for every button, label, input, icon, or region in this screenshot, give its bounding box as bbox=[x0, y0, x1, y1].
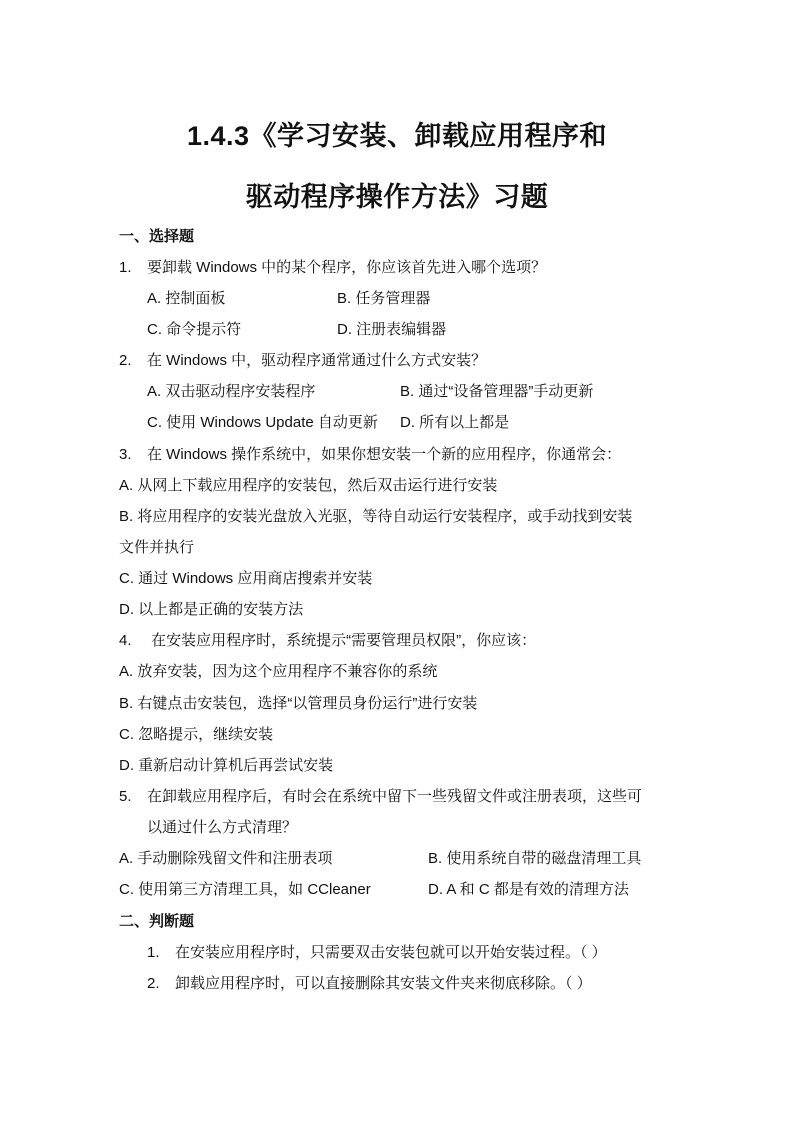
option-a: A. 控制面板 bbox=[147, 290, 226, 307]
option-c: C. 忽略提示，继续安装 bbox=[119, 726, 274, 743]
option-a: A. 手动删除残留文件和注册表项 bbox=[119, 850, 333, 867]
option-b: B. 右键点击安装包，选择“以管理员身份运行”进行安装 bbox=[119, 695, 478, 712]
item-text: 卸载应用程序时，可以直接删除其安装文件夹来彻底移除。（ ） bbox=[175, 975, 592, 992]
section-heading-judge: 二、判断题 bbox=[119, 913, 195, 930]
question-text: 在 Windows 操作系统中，如果你想安装一个新的应用程序，你通常会： bbox=[147, 446, 622, 463]
question-number: 3. bbox=[119, 446, 132, 463]
question-2 bbox=[119, 351, 486, 371]
option-c: C. 通过 Windows 应用商店搜索并安装 bbox=[119, 570, 373, 587]
page-title-line1: 1.4.3《学习安装、卸载应用程序和 bbox=[186, 121, 608, 151]
option-a: A. 放弃安装，因为这个应用程序不兼容你的系统 bbox=[119, 663, 438, 680]
question-text: 在卸载应用程序后，有时会在系统中留下一些残留文件或注册表项，这些可 bbox=[147, 788, 643, 805]
option-d: D. 注册表编辑器 bbox=[337, 321, 447, 338]
option-a: A. 双击驱动程序安装程序 bbox=[147, 383, 316, 400]
question-number: 4. bbox=[119, 632, 132, 649]
judge-item-1 bbox=[147, 943, 607, 963]
option-d: D. A 和 C 都是有效的清理方法 bbox=[428, 881, 629, 898]
option-d: D. 重新启动计算机后再尝试安装 bbox=[119, 757, 334, 774]
option-b: B. 将应用程序的安装光盘放入光驱，等待自动运行安装程序，或手动找到安装 bbox=[119, 508, 633, 525]
option-c: C. 使用 Windows Update 自动更新 bbox=[147, 414, 378, 431]
item-number: 1. bbox=[147, 944, 160, 961]
option-c: C. 命令提示符 bbox=[147, 321, 242, 338]
question-5 bbox=[119, 787, 642, 807]
item-text: 在安装应用程序时，只需要双击安装包就可以开始安装过程。（ ） bbox=[175, 944, 607, 961]
option-d: D. 以上都是正确的安装方法 bbox=[119, 601, 304, 618]
question-text: 在安装应用程序时，系统提示“需要管理员权限”，你应该： bbox=[147, 632, 537, 649]
page-title-line2: 驱动程序操作方法》习题 bbox=[245, 182, 549, 212]
option-b: B. 通过“设备管理器”手动更新 bbox=[400, 383, 594, 400]
question-text: 要卸载 Windows 中的某个程序，你应该首先进入哪个选项？ bbox=[147, 259, 547, 276]
option-a: A. 从网上下载应用程序的安装包，然后双击运行进行安装 bbox=[119, 477, 498, 494]
option-d: D. 所有以上都是 bbox=[400, 414, 510, 431]
question-number: 1. bbox=[119, 259, 132, 276]
judge-item-2 bbox=[147, 974, 592, 994]
question-number: 5. bbox=[119, 788, 132, 805]
section-heading-choice: 一、选择题 bbox=[119, 228, 195, 245]
option-b: B. 任务管理器 bbox=[337, 290, 431, 307]
question-text-continued: 以通过什么方式清理？ bbox=[147, 819, 298, 836]
option-c: C. 使用第三方清理工具，如 CCleaner bbox=[119, 881, 371, 898]
question-number: 2. bbox=[119, 352, 132, 369]
option-b-continued: 文件并执行 bbox=[119, 539, 195, 556]
question-1 bbox=[119, 258, 546, 278]
option-b: B. 使用系统自带的磁盘清理工具 bbox=[428, 850, 642, 867]
question-4 bbox=[119, 631, 536, 651]
item-number: 2. bbox=[147, 975, 160, 992]
question-text: 在 Windows 中，驱动程序通常通过什么方式安装？ bbox=[147, 352, 487, 369]
question-3 bbox=[119, 445, 621, 465]
